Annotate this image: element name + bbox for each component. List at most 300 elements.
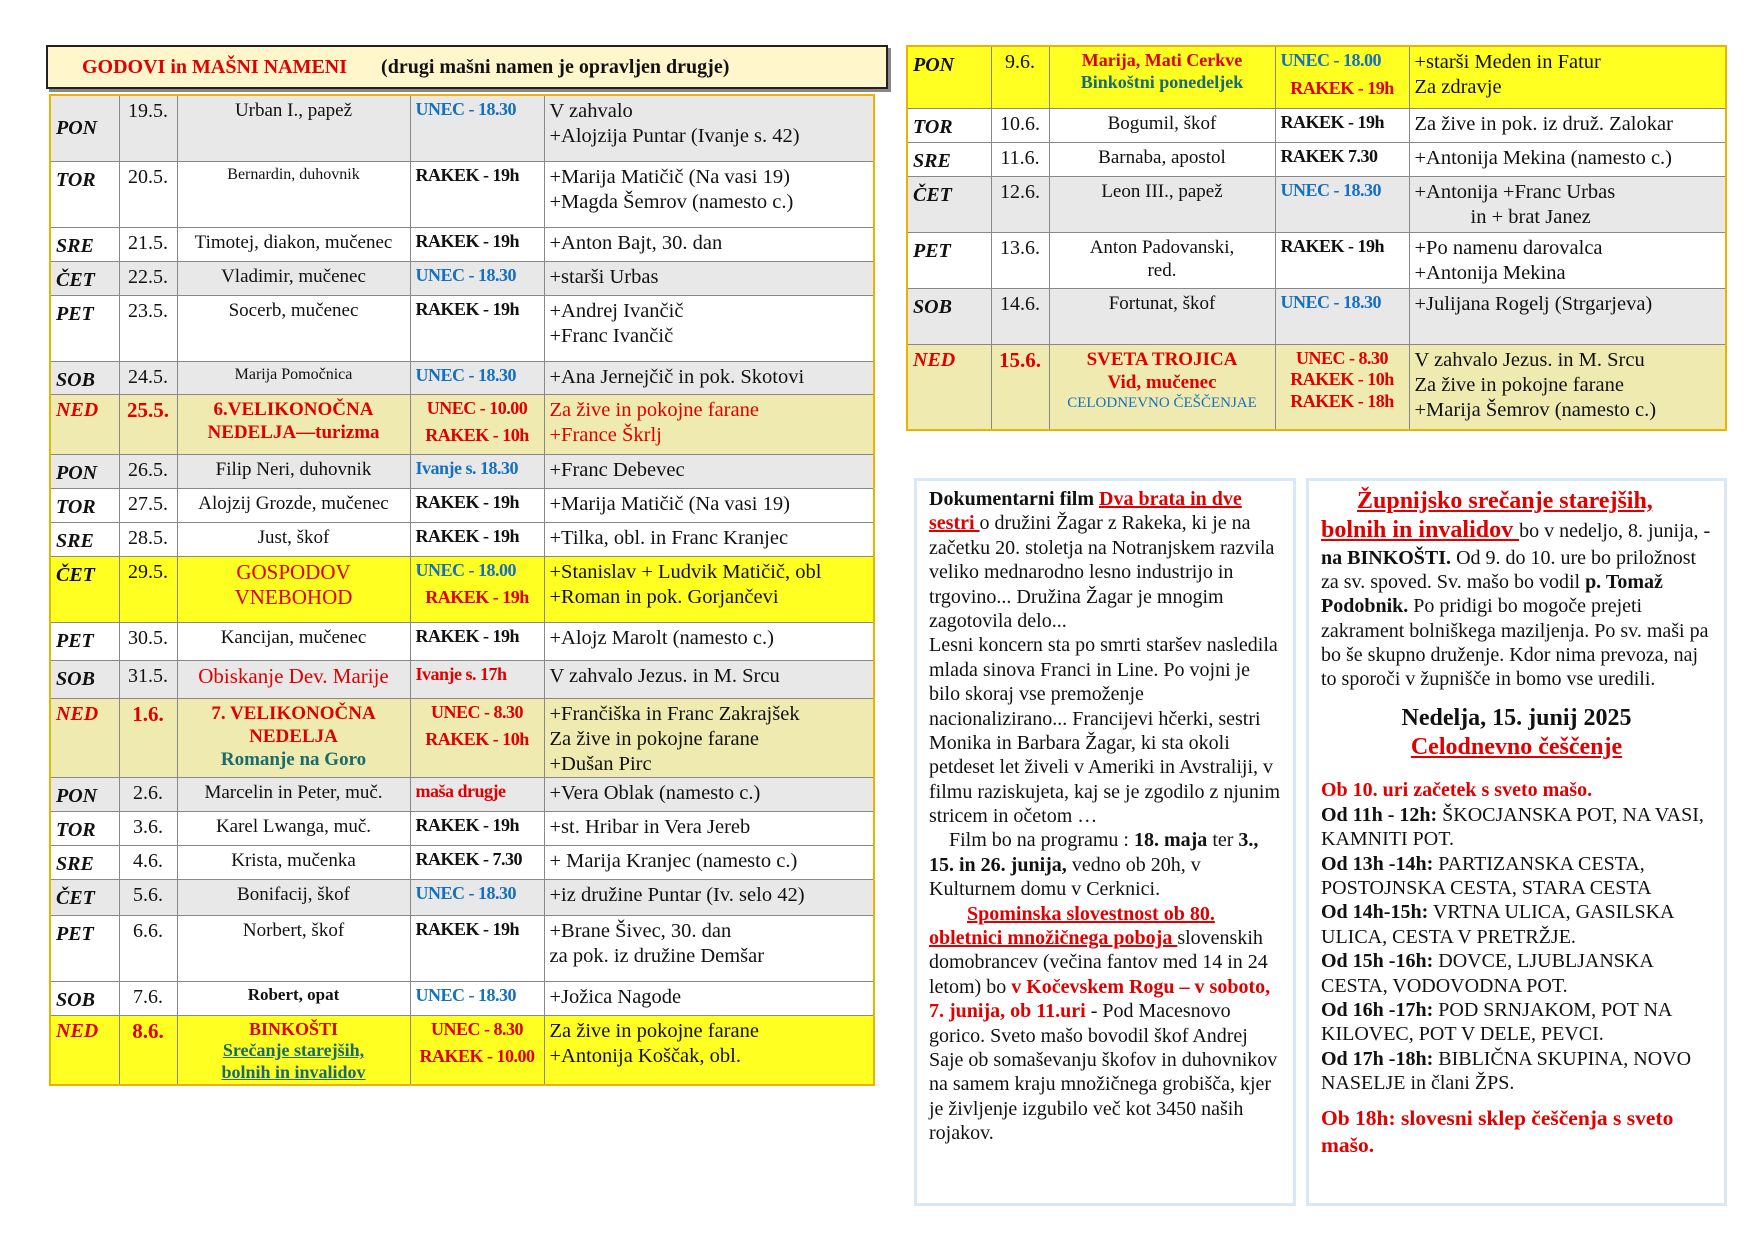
saint-cell (177, 981, 410, 1015)
location-cell (410, 488, 544, 522)
slot-time: Od 15h -16h: (1321, 950, 1434, 973)
intention-line: Za žive in pokojne farane (549, 727, 759, 750)
saint-cell (177, 879, 410, 915)
day-cell: SOB (907, 288, 991, 344)
date-cell: 25.5. (119, 394, 177, 454)
day-cell: ČET (50, 556, 119, 622)
intention-cell (544, 295, 874, 361)
saint-cell (1049, 176, 1275, 232)
location-cell (1275, 288, 1409, 344)
schedule-row (50, 488, 874, 522)
day-cell: PON (50, 95, 119, 161)
location-cell (410, 261, 544, 295)
date-cell: 12.6. (991, 176, 1049, 232)
schedule-row (50, 261, 874, 295)
intention-line: +Vera Oblak (namesto c.) (549, 781, 761, 804)
day-cell: SRE (50, 227, 119, 261)
saint-line: NEDELJA (249, 725, 338, 747)
location-cell (1275, 344, 1409, 430)
schedule-row (50, 454, 874, 488)
slot-time: Od 16h -17h: (1321, 998, 1434, 1021)
date-cell: 28.5. (119, 522, 177, 556)
location-line: UNEC - 18.00 (415, 559, 516, 580)
date-cell: 7.6. (119, 981, 177, 1015)
intention-cell (1409, 46, 1726, 108)
location-line: UNEC - 18.30 (415, 264, 516, 285)
schedule-row (50, 622, 874, 660)
date-cell: 8.6. (119, 1015, 177, 1085)
location-line: RAKEK - 19h (415, 625, 520, 646)
saint-line: Norbert, škof (242, 919, 345, 941)
slot-groups: VRTNA ULICA, GASILSKA ULICA, CESTA V PRETRŽJE. (1321, 901, 1674, 948)
intention-line: Za žive in pokojne farane (549, 1019, 759, 1042)
location-cell (410, 811, 544, 845)
saint-line: Marcelin in Peter, muč. (204, 781, 383, 803)
saint-line: Kancijan, mučenec (220, 626, 367, 648)
day-cell: PET (50, 915, 119, 981)
schedule-header (46, 45, 888, 89)
location-cell (410, 522, 544, 556)
date-cell: 31.5. (119, 660, 177, 698)
day-cell: SOB (50, 981, 119, 1015)
schedule-row (907, 344, 1726, 430)
intention-line: +Antonija Koščak, obl. (549, 1044, 741, 1067)
schedule-row (50, 777, 874, 811)
intention-line: +Frančiška in Franc Zakrajšek (549, 702, 800, 725)
intention-cell (544, 811, 874, 845)
intention-cell (544, 845, 874, 879)
intention-line: V zahvalo Jezus. in M. Srcu (549, 664, 780, 687)
location-line: Ivanje s. 17h (415, 663, 507, 684)
date-cell: 10.6. (991, 108, 1049, 142)
saint-line: Barnaba, apostol (1098, 146, 1226, 168)
schedule-row (50, 394, 874, 454)
location-cell (1275, 108, 1409, 142)
saint-line: Alojzij Grozde, mučenec (198, 492, 389, 514)
location-cell (410, 1015, 544, 1085)
intention-cell (544, 261, 874, 295)
memorial-body-1: slovenskih domobrancev (večina fantov med 14 in 24 letom) bo (929, 927, 1268, 998)
parish-priest: p. Tomaž Podobnik. (1321, 570, 1663, 618)
slot-groups: DOVCE, LJUBLJANSKA CESTA, VODOVODNA POT. (1321, 950, 1653, 997)
saint-line: Vladimir, mučenec (221, 265, 366, 287)
schedule-row (50, 556, 874, 622)
day-cell: PET (50, 622, 119, 660)
adoration-closing: Ob 18h: slovesni sklep češčenja s sveto mašo. (1321, 1106, 1674, 1157)
location-line: RAKEK - 7.30 (415, 848, 522, 869)
saint-line: 7. VELIKONOČNA (211, 702, 376, 724)
location-line: UNEC - 8.30 (431, 701, 523, 722)
location-line: RAKEK - 10h (425, 729, 529, 750)
intention-line: +starši Urbas (549, 265, 659, 288)
schedule-row (907, 288, 1726, 344)
schedule-row (50, 295, 874, 361)
location-line: RAKEK - 19h (415, 918, 520, 939)
day-cell: SRE (50, 522, 119, 556)
day-cell: ČET (50, 879, 119, 915)
intention-cell (544, 622, 874, 660)
date-cell: 1.6. (119, 698, 177, 777)
location-cell (410, 454, 544, 488)
intention-line: +Marija Šemrov (namesto c.) (1414, 398, 1657, 421)
date-cell: 5.6. (119, 879, 177, 915)
day-cell: SRE (50, 845, 119, 879)
location-cell (410, 915, 544, 981)
film-intro: Dokumentarni film (929, 488, 1099, 510)
intention-line: +Brane Šivec, 30. dan (549, 919, 732, 942)
memorial-place: v Kočevskem Rogu – v soboto, 7. junija, ob 11.uri (929, 975, 1271, 1023)
intention-line: +starši Meden in Fatur (1414, 51, 1601, 73)
intention-cell (544, 698, 874, 777)
intention-line: +Antonija +Franc Urbas (1414, 180, 1616, 203)
day-cell: PON (50, 777, 119, 811)
location-line: RAKEK - 19h (415, 164, 520, 185)
intention-cell (1409, 232, 1726, 288)
intention-cell (544, 394, 874, 454)
intention-cell (544, 879, 874, 915)
slot-time: Od 11h - 12h: (1321, 803, 1438, 826)
intention-line: V zahvalo Jezus. in M. Srcu (1414, 348, 1645, 371)
location-line: RAKEK - 19h (1290, 77, 1394, 98)
intention-line: +Antonija Mekina (1414, 261, 1566, 284)
schedule-row (907, 46, 1726, 108)
location-cell (1275, 46, 1409, 108)
day-cell: NED (50, 394, 119, 454)
location-cell (410, 361, 544, 394)
slot-groups: PARTIZANSKA CESTA, POSTOJNSKA CESTA, STARA CESTA (1321, 852, 1652, 899)
parish-pentecost: na BINKOŠTI. (1321, 546, 1452, 569)
saint-cell (177, 556, 410, 622)
location-cell (410, 981, 544, 1015)
header-subtitle: (drugi mašni namen je opravljen drugje) (381, 55, 730, 78)
location-cell (410, 295, 544, 361)
film-body-3b: ter (1207, 829, 1239, 852)
intention-line: + Marija Kranjec (namesto c.) (549, 849, 798, 872)
film-dates-june: 3., 15. in 26. junija, (929, 829, 1259, 876)
schedule-row (50, 915, 874, 981)
schedule-row (50, 845, 874, 879)
day-cell: ČET (50, 261, 119, 295)
location-line: UNEC - 18.30 (415, 99, 516, 119)
intention-line: Za žive in pokojne farane (549, 398, 759, 421)
adoration-slot (1321, 803, 1712, 852)
film-title: Dva brata in dve sestri (929, 488, 1242, 535)
slot-time: Od 13h -14h: (1321, 852, 1434, 875)
saint-line: Robert, opat (247, 984, 340, 1004)
saint-line: BINKOŠTI (248, 1018, 339, 1039)
date-cell: 21.5. (119, 227, 177, 261)
location-line: RAKEK - 10h (425, 425, 529, 446)
schedule-row (50, 161, 874, 227)
location-cell (410, 95, 544, 161)
saint-line: red. (1147, 259, 1177, 281)
saint-cell (1049, 142, 1275, 176)
schedule-row (50, 811, 874, 845)
saint-cell (177, 777, 410, 811)
saint-line: Krista, mučenka (231, 849, 356, 871)
saint-cell (1049, 108, 1275, 142)
intention-line: +Alojz Marolt (namesto c.) (549, 626, 774, 649)
schedule-row (50, 361, 874, 394)
saint-cell (177, 261, 410, 295)
film-announcement-box (914, 478, 1296, 1206)
date-cell: 22.5. (119, 261, 177, 295)
slot-groups: ŠKOCJANSKA POT, NA VASI, KAMNITI POT. (1321, 803, 1704, 851)
date-cell: 6.6. (119, 915, 177, 981)
location-cell (410, 556, 544, 622)
date-cell: 24.5. (119, 361, 177, 394)
intention-line: za pok. iz družine Demšar (549, 944, 765, 967)
parish-meeting-box (1306, 478, 1727, 1206)
saint-line: Bernardin, duhovnik (227, 165, 360, 183)
saint-line: Just, škof (257, 526, 330, 548)
saint-line: Karel Lwanga, muč. (215, 815, 372, 837)
day-cell: NED (50, 1015, 119, 1085)
location-line: RAKEK - 19h (1280, 111, 1385, 132)
day-cell: SOB (50, 660, 119, 698)
slot-time: Od 14h-15h: (1321, 901, 1429, 924)
location-line: UNEC - 10.00 (426, 397, 528, 418)
location-cell (410, 161, 544, 227)
location-cell (410, 845, 544, 879)
adoration-start: Ob 10. uri začetek s sveto mašo. (1321, 779, 1593, 802)
schedule-row (50, 879, 874, 915)
intention-line: +Franc Ivančič (549, 324, 674, 347)
location-cell (410, 660, 544, 698)
adoration-slot (1321, 949, 1712, 998)
schedule-row (50, 698, 874, 777)
intention-cell (544, 660, 874, 698)
date-cell: 30.5. (119, 622, 177, 660)
location-line: RAKEK - 19h (425, 587, 529, 608)
intention-line: +Jožica Nagode (549, 985, 682, 1008)
intention-line: +Franc Debevec (549, 458, 685, 481)
slot-groups: POD SRNJAKOM, POT NA KILOVEC, POT V DELE, PEVCI. (1321, 998, 1672, 1046)
saint-line: Fortunat, škof (1108, 292, 1216, 314)
adoration-slots (1321, 803, 1712, 1096)
intention-cell (1409, 108, 1726, 142)
intention-cell (544, 454, 874, 488)
memorial-title: Spominska slovestnost ob 80. obletnici množičnega poboja (929, 902, 1215, 950)
adoration-date: Nedelja, 15. junij 2025 (1401, 704, 1632, 731)
schedule-row (907, 232, 1726, 288)
day-cell: SOB (50, 361, 119, 394)
parish-body-3: Po pridigi bo mogoče prejeti zakrament bolniškega maziljenja. Po sv. maši pa bo še skupno druženje. Kdor nima prevoza, naj to sporoči v župnišče in bomo vse uredili. (1321, 595, 1709, 691)
saint-cell (177, 698, 410, 777)
day-cell: TOR (907, 108, 991, 142)
saint-line: Marija, Mati Cerkve (1081, 50, 1243, 70)
adoration-slot (1321, 1047, 1712, 1096)
intention-cell (544, 95, 874, 161)
date-cell: 15.6. (991, 344, 1049, 430)
intention-cell (544, 488, 874, 522)
day-cell: TOR (50, 161, 119, 227)
saint-cell (177, 361, 410, 394)
day-cell: TOR (50, 811, 119, 845)
film-dates-may: 18. maja (1133, 829, 1208, 852)
location-line: RAKEK - 10.00 (419, 1046, 535, 1067)
date-cell: 14.6. (991, 288, 1049, 344)
day-cell: TOR (50, 488, 119, 522)
saint-cell (177, 660, 410, 698)
location-cell (410, 777, 544, 811)
location-line: RAKEK - 19h (415, 491, 520, 512)
saint-cell (1049, 46, 1275, 108)
saint-line: SVETA TROJICA (1086, 348, 1238, 370)
intention-cell (544, 915, 874, 981)
date-cell: 13.6. (991, 232, 1049, 288)
location-line: UNEC - 18.30 (415, 364, 516, 385)
intention-line: +Marija Matičič (Na vasi 19) (549, 165, 790, 188)
location-line: RAKEK - 19h (415, 814, 520, 835)
saint-line: NEDELJA—turizma (207, 421, 380, 443)
saint-cell (177, 811, 410, 845)
intention-line: +Stanislav + Ludvik Matičič, obl (549, 560, 822, 583)
saint-cell (177, 622, 410, 660)
saint-line: Bonifacij, škof (237, 883, 350, 905)
slot-time: Od 17h -18h: (1321, 1047, 1434, 1070)
intention-line: +France Škrlj (549, 423, 662, 446)
saint-line: CELODNEVNO ČEŠČENJAE (1067, 394, 1257, 411)
saint-line: Leon III., papež (1101, 180, 1223, 202)
saint-cell (177, 522, 410, 556)
date-cell: 3.6. (119, 811, 177, 845)
saint-cell (177, 845, 410, 879)
location-line: RAKEK - 19h (415, 230, 520, 251)
saint-cell (1049, 344, 1275, 430)
slot-groups: BIBLIČNA SKUPINA, NOVO NASELJE in člani ŽPS. (1321, 1047, 1692, 1095)
intention-line: Za žive in pok. iz druž. Zalokar (1414, 112, 1673, 135)
intention-line: +Tilka, obl. in Franc Kranjec (549, 526, 789, 549)
location-line: RAKEK - 19h (415, 525, 520, 546)
location-cell (410, 698, 544, 777)
intention-cell (544, 161, 874, 227)
intention-line: +iz družine Puntar (Iv. selo 42) (549, 883, 805, 906)
location-line: UNEC - 8.30 (431, 1018, 523, 1039)
location-line: RAKEK 7.30 (1280, 145, 1378, 166)
saint-line: Bogumil, škof (1107, 112, 1217, 134)
left-schedule-table (49, 94, 875, 1086)
date-cell: 9.6. (991, 46, 1049, 108)
intention-line: +Dušan Pirc (549, 752, 652, 775)
intention-cell (544, 981, 874, 1015)
intention-line: +Marija Matičič (Na vasi 19) (549, 492, 790, 515)
saint-line: Anton Padovanski, (1089, 236, 1235, 258)
saint-cell (1049, 232, 1275, 288)
adoration-title: Celodnevno češčenje (1410, 734, 1623, 761)
location-line: RAKEK - 10h (1290, 369, 1394, 390)
saint-line: Vid, mučenec (1107, 371, 1217, 393)
saint-line: Obiskanje Dev. Marije (198, 663, 389, 688)
location-cell (410, 622, 544, 660)
intention-line: +Po namenu darovalca (1414, 236, 1603, 259)
intention-line: +Ana Jernejčič in pok. Skotovi (549, 365, 805, 388)
location-line: UNEC - 8.30 (1296, 347, 1388, 368)
date-cell: 2.6. (119, 777, 177, 811)
day-cell: NED (50, 698, 119, 777)
film-body-3c: vedno ob 20h, v Kulturnem domu v Cerknici. (929, 853, 1201, 901)
intention-line: +Julijana Rogelj (Strgarjeva) (1414, 292, 1653, 315)
intention-line: +st. Hribar in Vera Jereb (549, 815, 751, 838)
intention-line: +Anton Bajt, 30. dan (549, 231, 723, 254)
saint-line: GOSPODOV (236, 559, 351, 584)
header-title: GODOVI in MAŠNI NAMENI (82, 55, 348, 78)
adoration-slot (1321, 998, 1712, 1047)
location-line: RAKEK - 18h (1290, 391, 1394, 412)
film-body-2: Lesni koncern sta po smrti staršev nasledila mlada sinova Franci in Line. Po vojni je bilo skoraj vse premoženje nacionalizirano... Francijevi hčerki, sestri Monika in Barbara Žagar, ki sta okoli petdeset let živeli v Ameriki in Avstraliji, v filmu raziskujeta, kaj se je zgodilo z njunim stricem in očetom … (929, 634, 1281, 828)
intention-cell (1409, 176, 1726, 232)
intention-cell (544, 227, 874, 261)
intention-line: +Antonija Mekina (namesto c.) (1414, 146, 1672, 169)
day-cell: SRE (907, 142, 991, 176)
intention-line: Za žive in pokojne farane (1414, 373, 1624, 396)
schedule-row (907, 108, 1726, 142)
location-cell (410, 227, 544, 261)
location-line: Ivanje s. 18.30 (415, 457, 519, 478)
day-cell: PET (50, 295, 119, 361)
intention-line: +Magda Šemrov (namesto c.) (549, 190, 794, 213)
date-cell: 26.5. (119, 454, 177, 488)
location-line: UNEC - 18.00 (1280, 50, 1381, 70)
parish-body-2: Od 9. do 10. ure bo priložnost za sv. spoved. Sv. mašo bo vodil (1321, 546, 1697, 593)
saint-line: 6.VELIKONOČNA (213, 398, 374, 420)
schedule-row (907, 142, 1726, 176)
saint-cell (177, 394, 410, 454)
saint-line: Binkoštni ponedeljek (1080, 71, 1244, 92)
date-cell: 4.6. (119, 845, 177, 879)
memorial-body-2: - Pod Macesnovo gorico. Sveto mašo bovodil škof Andrej Saje ob somaševanju škofov in duhovnikov na samem kraju množičnega grobišča, kjer je življenje izgubilo več kot 3450 naših rojakov. (929, 1000, 1278, 1145)
film-body-1: o družini Žagar z Rakeka, ki je na začetku 20. stoletja na Notranjskem razvila veliko mednarodno lesno industrijo in trgovino... Družina Žagar je mnogim zagotovila delo... (929, 512, 1275, 632)
location-line: RAKEK - 19h (1280, 235, 1385, 256)
location-line: maša drugje (415, 780, 506, 801)
intention-cell (544, 1015, 874, 1085)
saint-cell (177, 915, 410, 981)
intention-cell (544, 556, 874, 622)
saint-line: Romanje na Goro (220, 748, 367, 770)
schedule-row (50, 1015, 874, 1085)
saint-line: Marija Pomočnica (234, 365, 353, 383)
parish-body-1: bo v nedeljo, 8. junija, - (1519, 520, 1711, 543)
saint-line: Timotej, diakon, mučenec (194, 231, 393, 253)
location-line: UNEC - 18.30 (1280, 179, 1381, 200)
saint-line: Socerb, mučenec (228, 299, 359, 321)
intention-line: V zahvalo (549, 100, 633, 122)
saint-cell (177, 488, 410, 522)
intention-line: +Roman in pok. Gorjančevi (549, 585, 779, 608)
date-cell: 19.5. (119, 95, 177, 161)
saint-cell (177, 454, 410, 488)
location-cell (410, 394, 544, 454)
location-cell (410, 879, 544, 915)
saint-cell (177, 95, 410, 161)
day-cell: NED (907, 344, 991, 430)
location-cell (1275, 232, 1409, 288)
intention-line: Za zdravje (1414, 76, 1502, 98)
date-cell: 20.5. (119, 161, 177, 227)
schedule-row (50, 660, 874, 698)
adoration-slot (1321, 900, 1712, 949)
intention-cell (1409, 142, 1726, 176)
saint-line: Urban I., papež (234, 100, 353, 121)
saint-line: Srečanje starejših, (222, 1040, 365, 1061)
location-cell (1275, 142, 1409, 176)
location-line: UNEC - 18.30 (1280, 291, 1381, 312)
saint-cell (177, 227, 410, 261)
intention-cell (544, 522, 874, 556)
saint-line: bolnih in invalidov (221, 1062, 366, 1083)
saint-cell (177, 161, 410, 227)
schedule-row (907, 176, 1726, 232)
